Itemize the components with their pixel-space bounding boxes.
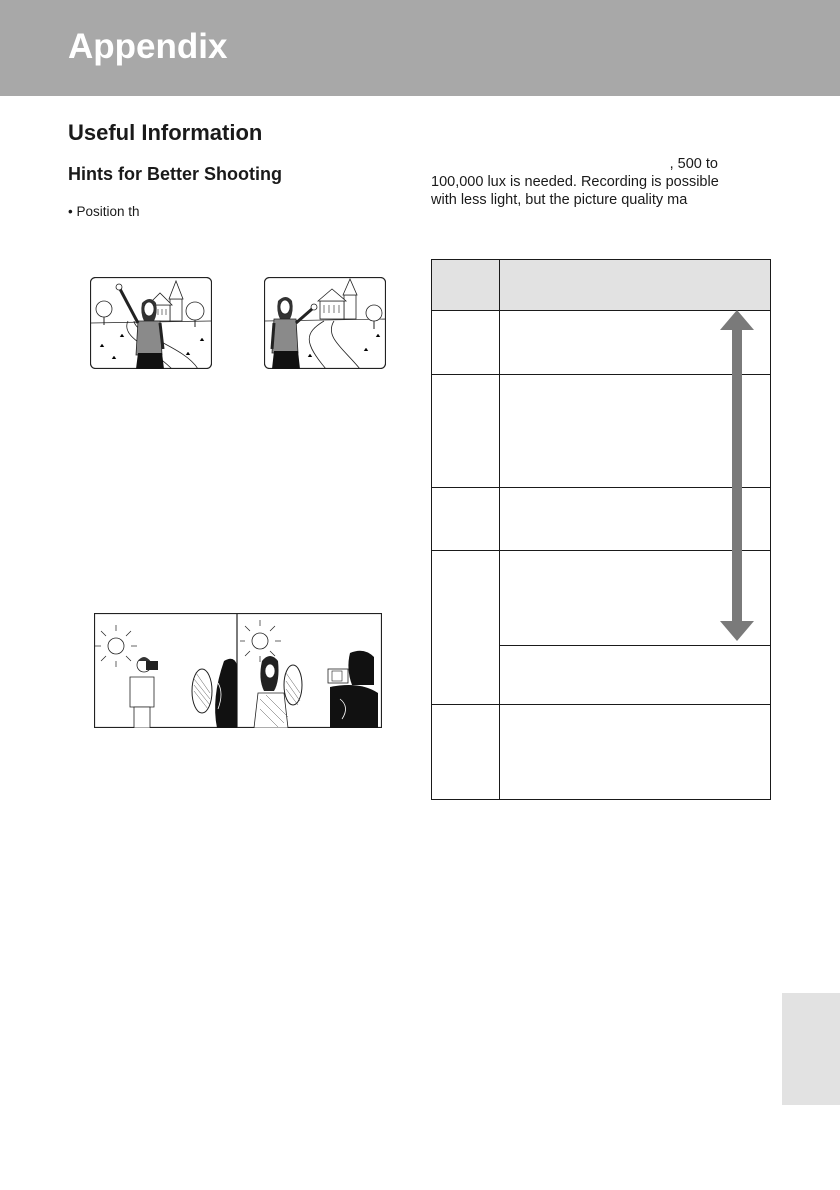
table-row-divider (432, 704, 770, 705)
lighting-line-3: with less light, but the picture quality ma (431, 192, 688, 208)
double-headed-vertical-arrow-icon (720, 310, 754, 641)
page-title: Appendix (68, 27, 228, 66)
header-band (0, 0, 840, 96)
side-tab (782, 993, 840, 1105)
table-row-divider (500, 645, 770, 646)
backlight-reflector-illustration (94, 613, 382, 728)
subsection-title: Hints for Better Shooting (68, 164, 282, 184)
woman-waving-centered-illustration (90, 277, 212, 369)
table-header-row (432, 260, 770, 311)
lighting-paragraph (431, 155, 776, 209)
bullet-text: • Position th (68, 204, 140, 219)
lighting-line-2: 100,000 lux is needed. Recording is possible (431, 174, 719, 190)
column-divider (499, 260, 500, 799)
section-title: Useful Information (68, 120, 263, 145)
lighting-line-1: , 500 to (669, 156, 718, 172)
woman-waving-offcenter-illustration (264, 277, 386, 369)
